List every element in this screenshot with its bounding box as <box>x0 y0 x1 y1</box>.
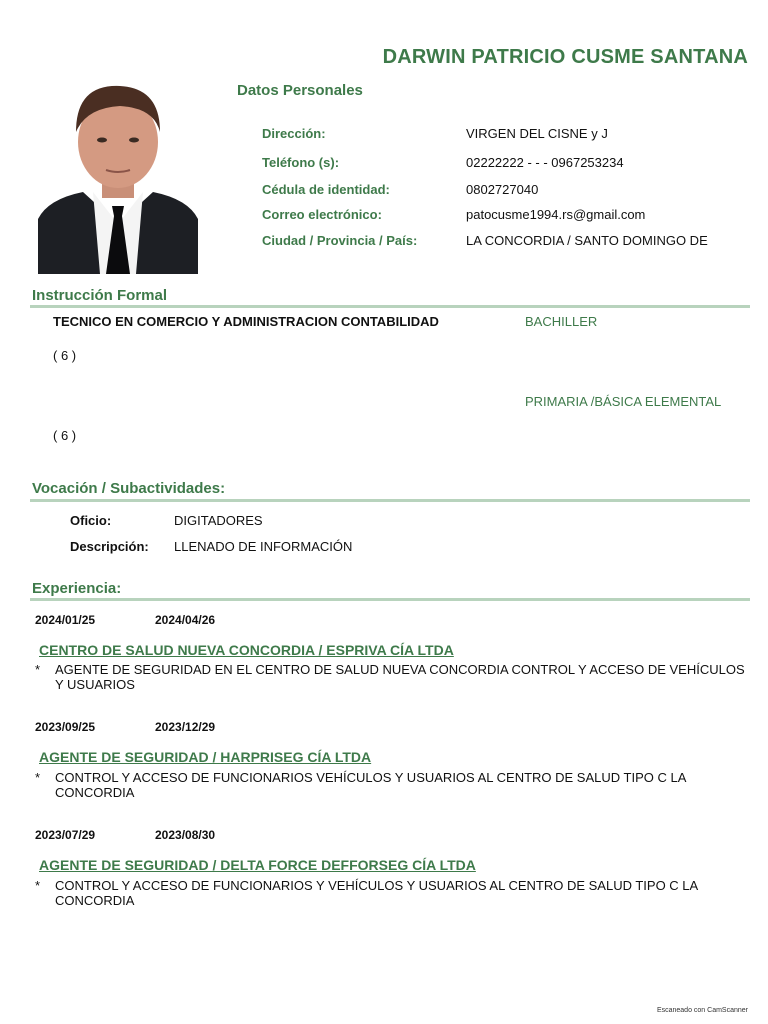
address-value: VIRGEN DEL CISNE y J <box>466 126 608 141</box>
portrait-image <box>38 74 198 274</box>
education-level: PRIMARIA /BÁSICA ELEMENTAL <box>525 394 722 409</box>
education-level: BACHILLER <box>525 314 598 329</box>
id-card-label: Cédula de identidad: <box>262 182 390 197</box>
experience-description: AGENTE DE SEGURIDAD EN EL CENTRO DE SALUD NUEVA CONCORDIA CONTROL Y ACCESO DE VEHÍCULOS Y USUARIOS <box>55 662 745 692</box>
experience-company: AGENTE DE SEGURIDAD / DELTA FORCE DEFFORSEG CÍA LTDA <box>39 857 476 873</box>
experience-end-date: 2023/12/29 <box>155 720 216 734</box>
bullet-marker: * <box>35 770 41 785</box>
personal-data-heading: Datos Personales <box>237 82 363 99</box>
education-divider <box>30 305 750 308</box>
experience-divider <box>30 598 750 601</box>
education-degree: TECNICO EN COMERCIO Y ADMINISTRACION CONTABILIDAD <box>53 314 439 329</box>
phone-label: Teléfono (s): <box>262 155 340 170</box>
education-years: ( 6 ) <box>53 428 77 443</box>
bullet-marker: * <box>35 878 41 893</box>
email-label: Correo electrónico: <box>262 207 382 222</box>
experience-description: CONTROL Y ACCESO DE FUNCIONARIOS Y VEHÍCULOS Y USUARIOS AL CENTRO DE SALUD TIPO C LA CONCORDIA <box>55 878 698 908</box>
email-value: patocusme1994.rs@gmail.com <box>466 207 646 222</box>
experience-start-date: 2024/01/25 <box>35 613 96 627</box>
bullet-marker: * <box>35 662 41 677</box>
description-value: LLENADO DE INFORMACIÓN <box>174 539 353 554</box>
experience-heading: Experiencia: <box>32 580 122 597</box>
oficio-label: Oficio: <box>70 513 112 528</box>
phone-value: 02222222 - - - 0967253234 <box>466 155 624 170</box>
id-card-value: 0802727040 <box>466 182 539 197</box>
experience-company: CENTRO DE SALUD NUEVA CONCORDIA / ESPRIVA CÍA LTDA <box>39 642 454 658</box>
oficio-value: DIGITADORES <box>174 513 263 528</box>
experience-description: CONTROL Y ACCESO DE FUNCIONARIOS VEHÍCULOS Y USUARIOS AL CENTRO DE SALUD TIPO C LA CONCORDIA <box>55 770 686 800</box>
vocation-heading: Vocación / Subactividades: <box>32 480 226 497</box>
profile-photo <box>38 74 198 274</box>
candidate-name: DARWIN PATRICIO CUSME SANTANA <box>382 46 748 68</box>
description-label: Descripción: <box>70 539 149 554</box>
address-label: Dirección: <box>262 126 326 141</box>
vocation-divider <box>30 499 750 502</box>
experience-start-date: 2023/09/25 <box>35 720 96 734</box>
scanner-watermark: Escaneado con CamScanner <box>656 1007 748 1014</box>
experience-start-date: 2023/07/29 <box>35 828 96 842</box>
experience-end-date: 2023/08/30 <box>155 828 216 842</box>
education-heading: Instrucción Formal <box>32 287 168 304</box>
education-years: ( 6 ) <box>53 348 77 363</box>
location-value: LA CONCORDIA / SANTO DOMINGO DE <box>466 233 708 248</box>
experience-end-date: 2024/04/26 <box>155 613 216 627</box>
experience-company: AGENTE DE SEGURIDAD / HARPRISEG CÍA LTDA <box>39 749 372 765</box>
location-label: Ciudad / Provincia / País: <box>262 233 418 248</box>
